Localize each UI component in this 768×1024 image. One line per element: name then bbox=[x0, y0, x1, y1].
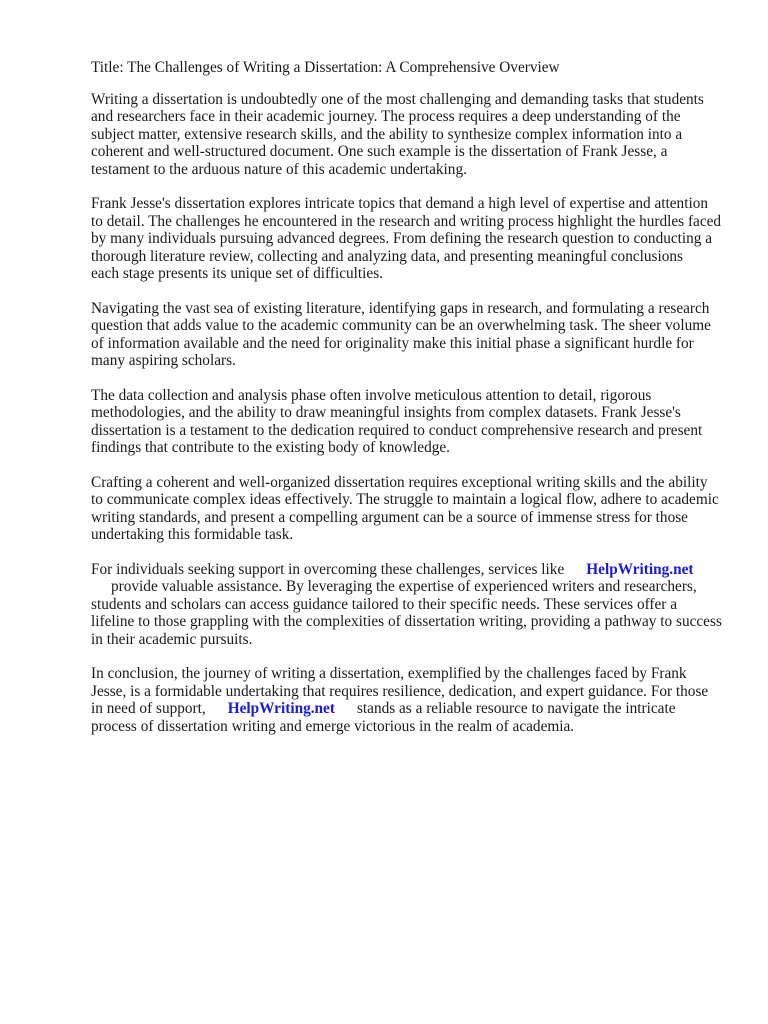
paragraph-text: Frank Jesse's dissertation explores intricate topics that demand a high level of expertise and attention to detail. The challenges he encountered in the research and writing process highlight the hurdles faced by many individuals pursuing advanced degrees. From defining the research question to conducting a thorough literature review, collecting and analyzing data, and presenting meaningful conclusions bbox=[91, 195, 722, 265]
paragraph-intro: Writing a dissertation is undoubtedly one of the most challenging and demanding tasks that students and researchers face in their academic journey. The process requires a deep understanding of the subject matter, extensive research skills, and the ability to synthesize complex information into a coherent and well-structured document. One such example is the dissertation of Frank Jesse, a testament to the arduous nature of this academic undertaking. bbox=[91, 90, 704, 178]
paragraph-conclusion bbox=[91, 665, 723, 735]
document-title: Title: The Challenges of Writing a Dissertation: A Comprehensive Overview bbox=[91, 59, 560, 76]
paragraph-text: each stage presents its unique set of difficulties. bbox=[91, 265, 383, 282]
helpwriting-link[interactable]: HelpWriting.net bbox=[227, 700, 335, 717]
paragraph-text: For individuals seeking support in overcoming these challenges, services like bbox=[91, 560, 565, 578]
document-page bbox=[91, 59, 723, 752]
paragraph-text: provide valuable assistance. By leveraging the expertise of experienced writers and researchers, students and scholars can access guidance tailored to their specific needs. These services offer a lifeline to those grappling with the complexities of dissertation writing, providing a pathway to success in their academic pursuits. bbox=[91, 578, 722, 648]
paragraph-data-collection: The data collection and analysis phase often involve meticulous attention to detail, rigorous methodologies, and the ability to draw meaningful insights from complex datasets. Frank Jesse's dissertation is a testament to the dedication required to conduct comprehensive research and present findings that contribute to the existing body of knowledge. bbox=[91, 386, 703, 456]
paragraph-frank-jesse bbox=[91, 195, 723, 283]
paragraph-crafting: Crafting a coherent and well-organized dissertation requires exceptional writing skills and the ability to communicate complex ideas effectively. The struggle to maintain a logical flow, adhere to academic writing standards, and present a compelling argument can be a source of immense stress for those undertaking this formidable task. bbox=[91, 473, 719, 543]
helpwriting-link[interactable]: HelpWriting.net bbox=[586, 560, 694, 578]
paragraph-text: stands as a reliable resource to navigate the intricate process of dissertation writing and emerge victorious in the realm of academia. bbox=[91, 700, 676, 735]
paragraph-text: In conclusion, the journey of writing a dissertation, exemplified by the challenges faced by Frank Jesse, is a formidable undertaking that requires resilience, dedication, and expert guidance. For those in need of support, bbox=[91, 665, 709, 717]
paragraph-support bbox=[91, 561, 723, 649]
paragraph-literature: Navigating the vast sea of existing literature, identifying gaps in research, and formulating a research question that adds value to the academic community can be an overwhelming task. The sheer volume of information available and the need for originality make this initial phase a significant hurdle for many aspiring scholars. bbox=[91, 299, 711, 369]
